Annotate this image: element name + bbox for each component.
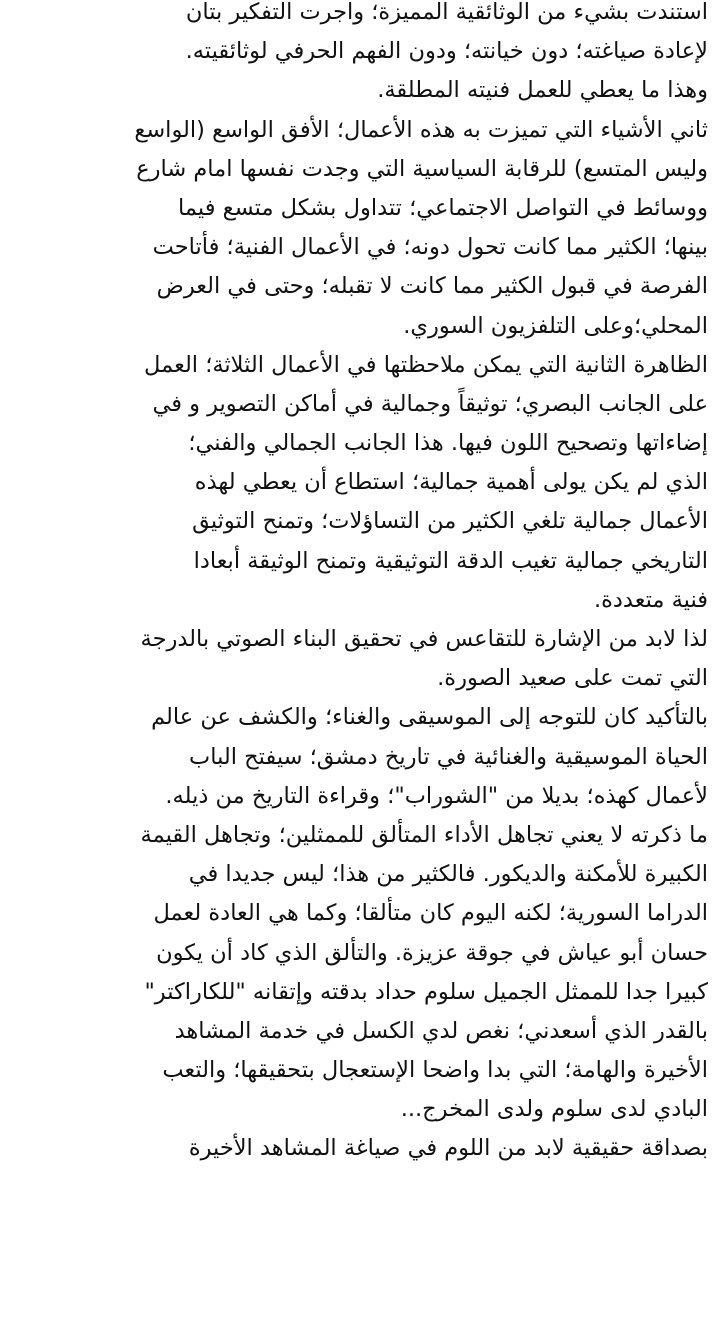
text-line: الأخيرة والهامة؛ التي بدا واضحا الإستعجال بتحقيقها؛ والتعب [162,1057,708,1084]
text-line: إضاءاتها وتصحيح اللون فيها. هذا الجانب الجمالي والفني؛ [188,430,708,457]
text-line: بالقدر الذي أسعدني؛ نغص لدي الكسل في خدمة المشاهد [174,1017,708,1044]
text-line: حسان أبو عياش في جوقة عزيزة. والتألق الذي كاد أن يكون [156,939,708,966]
text-line: ووسائط في التواصل الاجتماعي؛ تتداول بشكل متسع فيما [178,194,708,221]
text-line: بالتأكيد كان للتوجه إلى الموسيقى والغناء؛ والكشف عن عالم [151,704,708,731]
text-line: على الجانب البصري؛ توثيقاً وجمالية في أماكن التصوير و في [152,390,708,417]
text-line: الكبيرة للأمكنة والديكور. فالكثير من هذا؛ ليس جديدا في [188,861,708,888]
text-line: البادي لدى سلوم ولدى المخرج... [400,1096,708,1123]
text-line: الحياة الموسيقية والغنائية في تاريخ دمشق؛ سيفتح الباب [189,743,708,770]
text-line: لأعمال كهذه؛ بديلا من "الشوراب"؛ وقراءة التاريخ من ذيله. [165,782,708,809]
text-line: الفرصة في قبول الكثير مما كانت لا تقبله؛ وحتى في العرض [156,273,708,300]
text-line: التاريخي جمالية تغيب الدقة التوثيقية وتمنح الوثيقة أبعادا [193,547,708,574]
text-line: الذي لم يكن يولى أهمية جمالية؛ استطاع أن يعطي لهذه [194,469,708,496]
text-line: المحلي؛وعلى التلفزيون السوري. [403,312,708,339]
text-line: لذا لابد من الإشارة للتقاعس في تحقيق البناء الصوتي بالدرجة [140,626,708,652]
text-line: التي تمت على صعيد الصورة. [437,665,708,692]
text-line: استندت بشيء من الوثائقية المميزة؛ واجرت التفكير بتان [185,0,708,25]
text-line: بصداقة حقيقية لابد من اللوم في صياغة المشاهد الأخيرة [188,1135,708,1162]
text-line: وهذا ما يعطي للعمل فنيته المطلقة. [377,77,708,104]
text-line: الدراما السورية؛ لكنه اليوم كان متألقا؛ وكما هي العادة لعمل [153,900,708,927]
text-line: كبيرا جدا للممثل الجميل سلوم حداد بدقته وإتقانه "للكاراكتر" [144,978,708,1005]
text-line: وليس المتسع) للرقابة السياسية التي وجدت نفسها امام شارع [136,155,708,182]
text-line: لإعادة صياغته؛ دون خيانته؛ ودون الفهم الحرفي لوثائقيته. [185,38,708,65]
text-line: ثاني الأشياء التي تميزت به هذه الأعمال؛ الأفق الواسع (الواسع [134,116,708,143]
text-line: الظاهرة الثانية التي يمكن ملاحظتها في الأعمال الثلاثة؛ العمل [144,351,708,378]
text-line: الأعمال جمالية تلغي الكثير من التساؤلات؛ وتمنح التوثيق [192,508,708,535]
text-line: فنية متعددة. [593,586,708,613]
text-line: ما ذكرته لا يعني تجاهل الأداء المتألق للممثلين؛ وتجاهل القيمة [140,821,708,848]
text-line: بينها؛ الكثير مما كانت تحول دونه؛ في الأعمال الفنية؛ فأتاحت [152,234,708,261]
